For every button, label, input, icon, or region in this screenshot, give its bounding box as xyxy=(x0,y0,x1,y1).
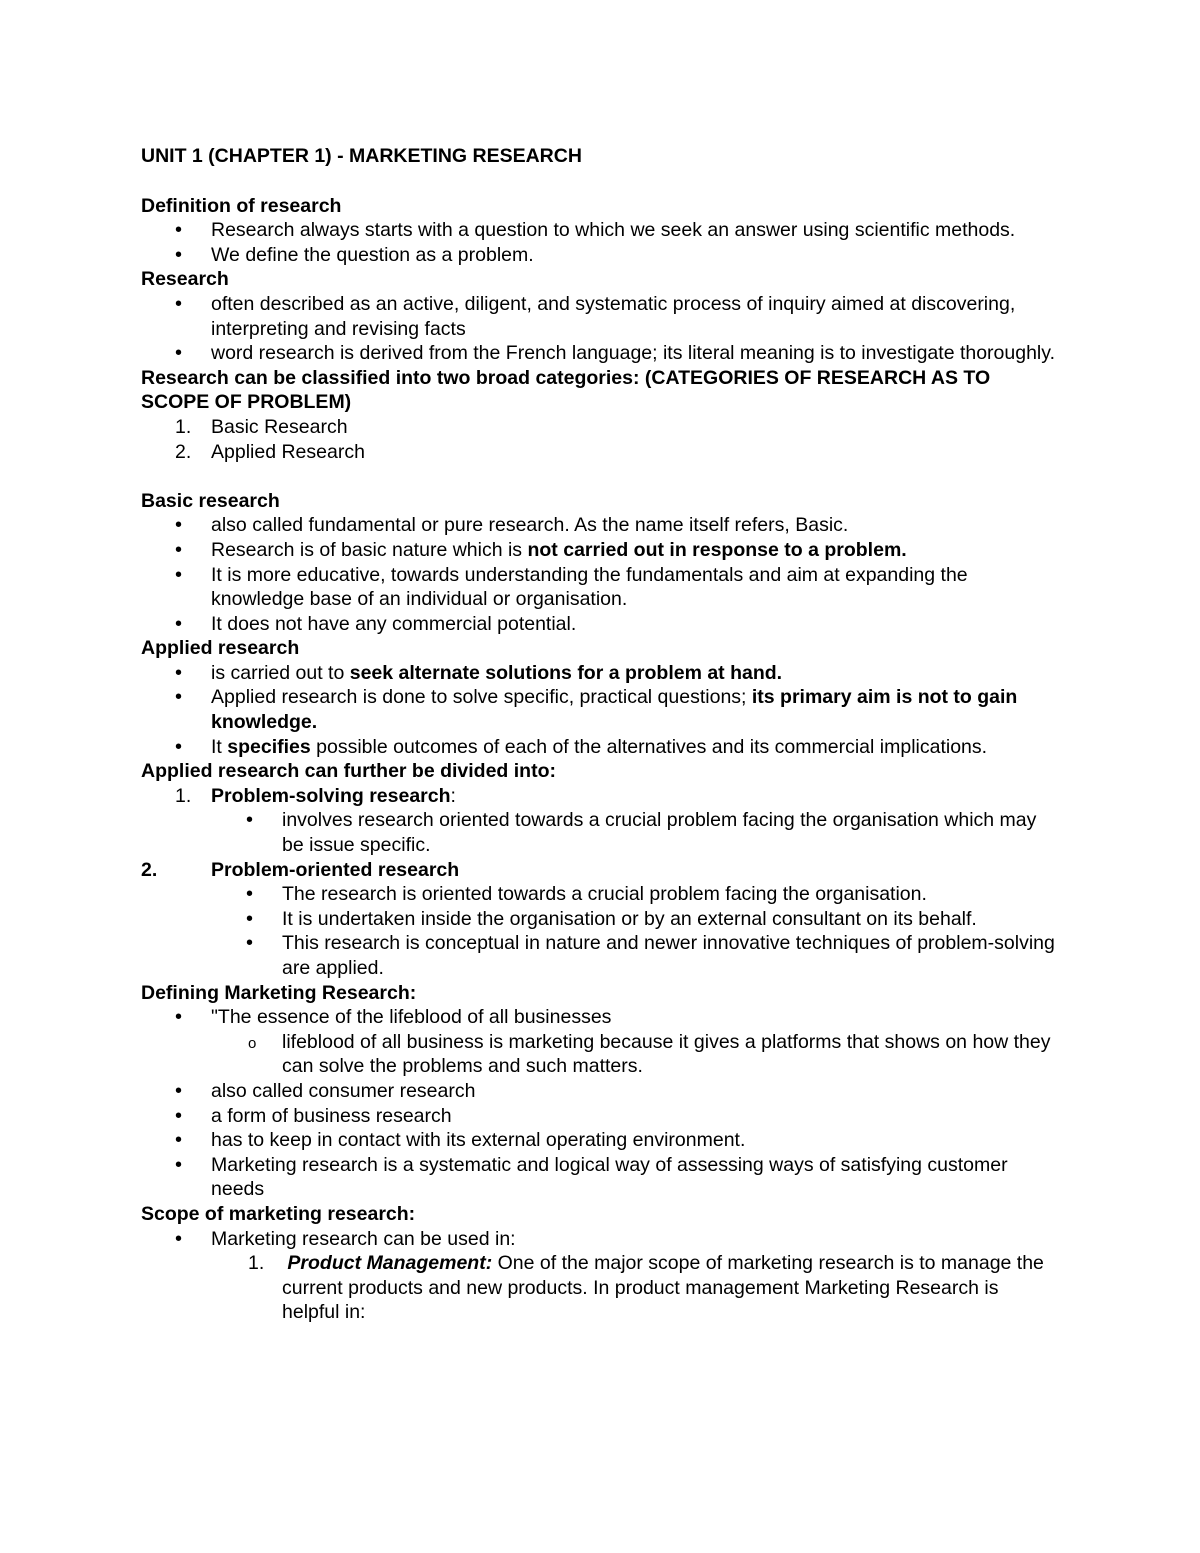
defining-heading: Defining Marketing Research: xyxy=(141,981,417,1004)
list-item xyxy=(141,415,1061,440)
list-item: • It is more educative, towards understanding the fundamentals and aim at expanding the knowledge base of an individual or organisation. xyxy=(141,563,1061,612)
list-item: • also called consumer research xyxy=(141,1079,1061,1104)
list-item: • has to keep in contact with its external operating environment. xyxy=(141,1128,1061,1153)
emphasis-text: its primary aim is not to gain knowledge. xyxy=(211,686,1018,734)
list-item: • It does not have any commercial potential. xyxy=(141,612,1061,637)
list-number: 1. xyxy=(175,415,192,438)
list-item xyxy=(141,661,1061,686)
subsection-title: Problem-oriented research xyxy=(211,858,460,881)
list-item: • also called fundamental or pure research. As the name itself refers, Basic. xyxy=(141,513,1061,538)
page-title: UNIT 1 (CHAPTER 1) - MARKETING RESEARCH xyxy=(141,145,582,167)
emphasis-text: specifies xyxy=(227,735,311,758)
problem-solving-list xyxy=(141,808,1061,857)
emphasis-text: seek alternate solutions for a problem at hand. xyxy=(349,661,783,684)
list-item: • Marketing research can be used in: xyxy=(141,1227,1061,1252)
basic-heading: Basic research xyxy=(141,489,280,512)
list-number: 2. xyxy=(141,858,158,881)
sub-list-item: o lifeblood of all business is marketing because it gives a platforms that shows on how they can solve the problems and such matters. xyxy=(141,1030,1061,1079)
list-item: • involves research oriented towards a crucial problem facing the organisation which may be issue specific. xyxy=(141,808,1061,857)
emphasis-text: not carried out in response to a problem. xyxy=(527,538,907,561)
list-item xyxy=(141,1251,1061,1325)
scope-list xyxy=(141,1227,1061,1325)
list-item: • The research is oriented towards a crucial problem facing the organisation. xyxy=(141,882,1061,907)
list-item xyxy=(141,858,1061,883)
list-item: • Research always starts with a question to which we seek an answer using scientific methods. xyxy=(141,218,1061,243)
divided-list xyxy=(141,784,1061,809)
research-list xyxy=(141,292,1061,366)
categories-list xyxy=(141,415,1061,464)
problem-oriented-list xyxy=(141,882,1061,980)
list-item: • often described as an active, diligent, and systematic process of inquiry aimed at discovering, interpreting and revising facts xyxy=(141,292,1061,341)
list-item xyxy=(141,440,1061,465)
list-text: : xyxy=(450,784,456,807)
list-text: One of the major scope of marketing research is to manage the current products and new products. In product management Marketing Research is helpful in: xyxy=(282,1252,1044,1324)
list-item: • word research is derived from the French language; its literal meaning is to investigate thoroughly. xyxy=(141,341,1061,366)
list-item: • a form of business research xyxy=(141,1104,1061,1129)
scope-heading: Scope of marketing research: xyxy=(141,1202,416,1225)
divided-heading: Applied research can further be divided into: xyxy=(141,760,556,783)
list-item: • It is undertaken inside the organisation or by an external consultant on its behalf. xyxy=(141,907,1061,932)
defining-list xyxy=(141,1005,1061,1202)
list-item xyxy=(141,735,1061,760)
list-number: 1. xyxy=(248,1252,265,1275)
list-item: • Marketing research is a systematic and logical way of assessing ways of satisfying customer needs xyxy=(141,1153,1061,1202)
list-text: It xyxy=(211,735,228,758)
research-heading: Research xyxy=(141,268,229,291)
basic-list xyxy=(141,513,1061,636)
list-text: Research is of basic nature which is xyxy=(211,538,528,561)
list-item xyxy=(141,784,1061,809)
categories-heading: Research can be classified into two broad categories: (CATEGORIES OF RESEARCH AS TO SCOPE OF PROBLEM) xyxy=(141,366,991,414)
list-number: 1. xyxy=(175,784,192,807)
list-item xyxy=(141,538,1061,563)
list-item: • We define the question as a problem. xyxy=(141,243,1061,268)
list-text: Applied research is done to solve specific, practical questions; xyxy=(211,686,752,709)
list-text: Basic Research xyxy=(211,415,348,438)
definition-list xyxy=(141,218,1061,267)
list-text: Applied Research xyxy=(211,440,365,463)
divided-list-2 xyxy=(141,858,1061,883)
list-number: 2. xyxy=(175,440,192,463)
subsection-title: Product Management: xyxy=(287,1252,493,1275)
applied-list xyxy=(141,661,1061,759)
subsection-title: Problem-solving research xyxy=(211,784,451,807)
document-page xyxy=(141,144,1061,1325)
list-text: possible outcomes of each of the alternatives and its commercial implications. xyxy=(310,735,988,758)
definition-heading: Definition of research xyxy=(141,194,342,217)
list-item: • "The essence of the lifeblood of all businesses xyxy=(141,1005,1061,1030)
spacer xyxy=(141,464,1061,489)
list-item xyxy=(141,685,1061,734)
list-item: • This research is conceptual in nature and newer innovative techniques of problem-solving are applied. xyxy=(141,931,1061,980)
applied-heading: Applied research xyxy=(141,637,300,660)
list-text: is carried out to xyxy=(211,661,350,684)
